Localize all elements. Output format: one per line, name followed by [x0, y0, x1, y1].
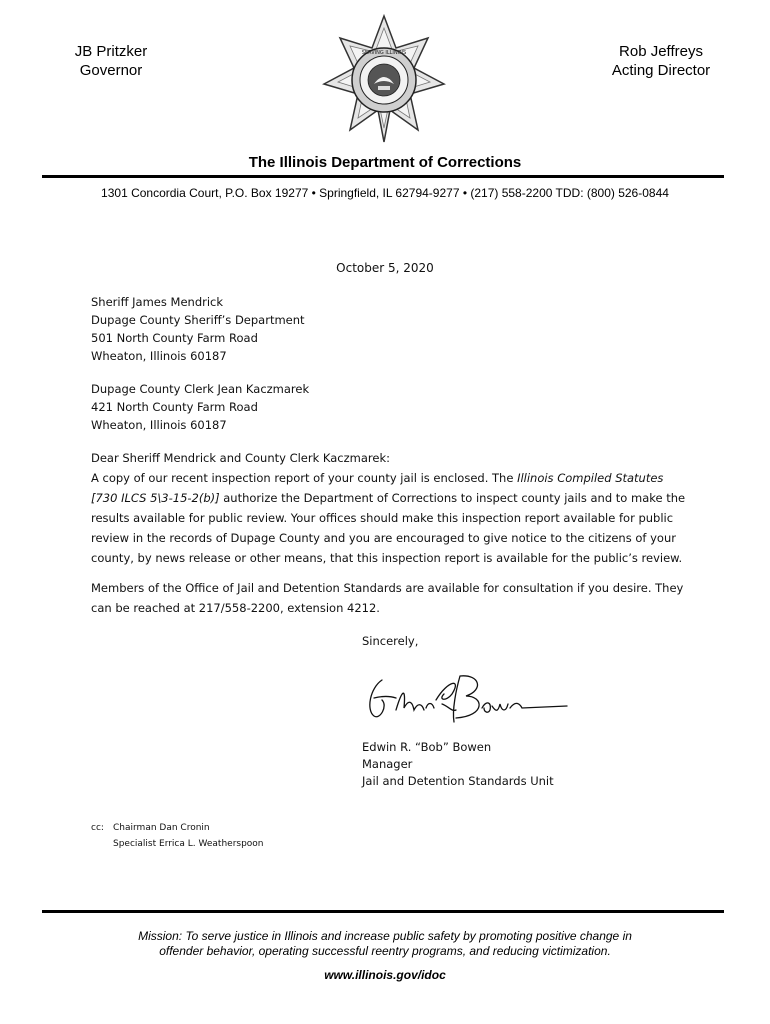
address-line: 421 North County Farm Road — [91, 400, 258, 414]
mission-line-2: offender behavior, operating successful reentry programs, and reducing victimization. — [159, 944, 611, 958]
letter-date: October 5, 2020 — [336, 261, 434, 275]
seal-text: SERVING ILLINOIS — [361, 50, 407, 56]
signer-title: Manager — [362, 757, 413, 771]
handwritten-signature — [352, 660, 572, 730]
cc-recipient: Chairman Dan Cronin — [113, 823, 210, 833]
cc-list — [91, 820, 264, 852]
recipient-address-1 — [91, 293, 305, 365]
mission-line-1: Mission: To serve justice in Illinois and increase public safety by promoting positive change in — [138, 929, 632, 943]
mission-statement — [0, 929, 770, 959]
governor-block — [56, 42, 166, 80]
governor-title: Governor — [79, 62, 143, 79]
idoc-star-seal — [320, 14, 448, 144]
letter-body — [91, 448, 691, 568]
cc-label: cc: — [91, 823, 104, 833]
director-block — [596, 42, 726, 80]
paragraph-1-start: A copy of our recent inspection report of your county jail is enclosed. The — [91, 471, 518, 485]
recipient-address-2 — [91, 380, 309, 434]
paragraph-1-end: authorize the Department of Corrections to inspect county jails and to make the results available for public review. Your offices should make this inspection report available for public review in the records of Dupage County and you are encouraged to give notice to the citizens of your county, by news release or other means, that this inspection report is available for the public’s review. — [91, 491, 686, 565]
paragraph-1 — [91, 468, 691, 568]
director-name: Rob Jeffreys — [619, 43, 703, 60]
address-line: Wheaton, Illinois 60187 — [91, 349, 227, 363]
address-line: Dupage County Clerk Jean Kaczmarek — [91, 382, 310, 396]
address-line: Sheriff James Mendrick — [91, 295, 224, 309]
signer-name: Edwin R. “Bob” Bowen — [362, 740, 492, 754]
cc-recipient: Specialist Errica L. Weatherspoon — [113, 839, 264, 849]
website-link[interactable]: www.illinois.gov/idoc — [324, 968, 446, 982]
director-title: Acting Director — [611, 62, 711, 79]
signer-unit: Jail and Detention Standards Unit — [362, 774, 554, 788]
header-divider — [42, 175, 724, 178]
department-title: The Illinois Department of Corrections — [248, 154, 522, 171]
address-line: Wheaton, Illinois 60187 — [91, 418, 227, 432]
signer-block — [362, 739, 554, 790]
statute-citation: Illinois Compiled Statutes [730 ILCS 5\3-15-2(b)] — [91, 471, 664, 505]
address-line: Dupage County Sheriff’s Department — [91, 313, 305, 327]
paragraph-2: Members of the Office of Jail and Detention Standards are available for consultation if you desire. They can be reached at 217/558-2200, extension 4212. — [91, 581, 684, 615]
footer-divider — [42, 910, 724, 913]
salutation: Dear Sheriff Mendrick and County Clerk Kaczmarek: — [91, 451, 390, 465]
closing: Sincerely, — [362, 634, 419, 648]
address-line: 501 North County Farm Road — [91, 331, 258, 345]
contact-line: 1301 Concordia Court, P.O. Box 19277 • Springfield, IL 62794-9277 • (217) 558-2200 TDD: (800) 526-0844 — [101, 186, 669, 200]
governor-name: JB Pritzker — [74, 43, 148, 60]
